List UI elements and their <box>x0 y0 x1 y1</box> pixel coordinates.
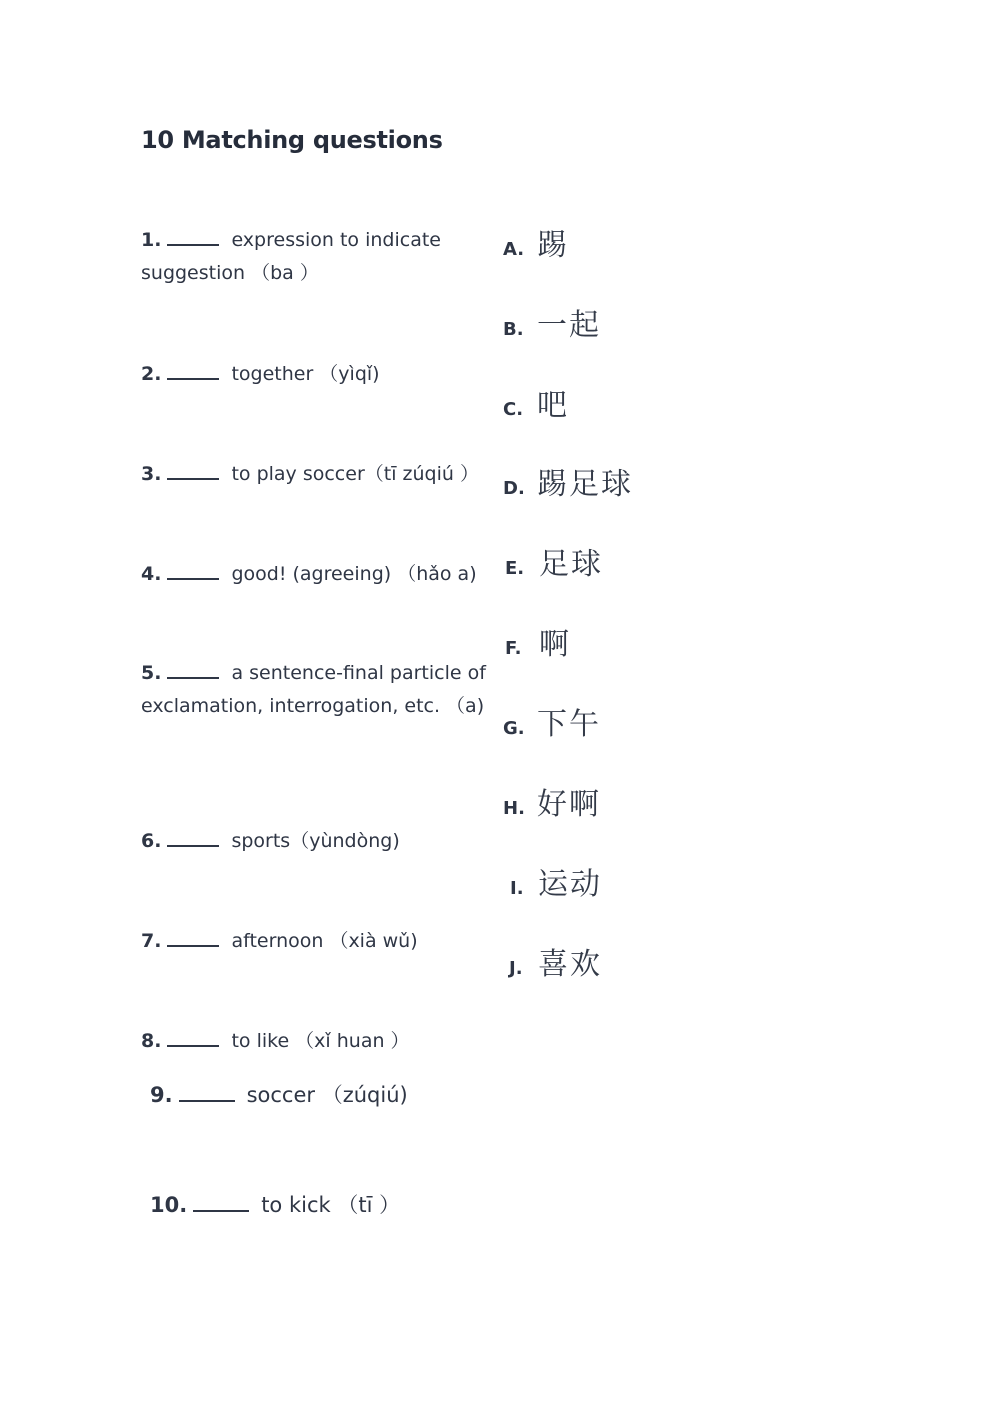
question-number: 10. <box>150 1193 188 1217</box>
option-letter: H. <box>503 798 525 819</box>
answer-blank[interactable] <box>167 230 219 246</box>
option-hanzi: 运动 <box>538 867 602 902</box>
answer-blank[interactable] <box>167 831 219 847</box>
question-text: together （yìqǐ) <box>231 363 380 385</box>
option-e <box>505 539 603 583</box>
answer-blank[interactable] <box>167 1031 219 1047</box>
option-letter: I. <box>510 878 524 899</box>
question-1 <box>141 224 491 290</box>
option-letter: G. <box>503 718 525 739</box>
option-letter: E. <box>505 558 525 579</box>
question-text: sports（yùndòng) <box>231 830 400 852</box>
answer-blank[interactable] <box>167 931 219 947</box>
question-number: 6. <box>141 830 162 852</box>
question-8 <box>141 1025 491 1058</box>
option-d <box>503 459 633 503</box>
question-number: 4. <box>141 563 162 585</box>
option-hanzi: 好啊 <box>537 787 601 822</box>
option-h <box>503 779 601 823</box>
question-text: afternoon （xià wǔ) <box>231 930 418 952</box>
option-a <box>503 220 569 264</box>
answer-blank[interactable] <box>167 663 219 679</box>
question-5 <box>141 657 491 723</box>
option-letter: A. <box>503 239 525 260</box>
option-letter: C. <box>503 399 524 420</box>
question-text: expression to indicate suggestion （ba ） <box>141 229 441 284</box>
question-number: 9. <box>150 1083 173 1107</box>
option-hanzi: 一起 <box>537 308 601 343</box>
question-number: 7. <box>141 930 162 952</box>
question-6 <box>141 825 491 858</box>
question-number: 1. <box>141 229 162 251</box>
option-letter: D. <box>503 478 525 499</box>
option-i <box>510 859 602 903</box>
option-c <box>503 380 569 424</box>
answer-blank[interactable] <box>167 564 219 580</box>
answer-blank[interactable] <box>167 464 219 480</box>
question-text: to like （xǐ huan ） <box>231 1030 410 1052</box>
question-2 <box>141 358 491 391</box>
question-text: good! (agreeing) （hǎo a) <box>231 563 477 585</box>
option-f <box>505 619 571 663</box>
option-hanzi: 啊 <box>539 627 571 662</box>
option-j <box>509 939 602 983</box>
option-hanzi: 下午 <box>537 707 601 742</box>
option-hanzi: 踢 <box>537 228 569 263</box>
answer-blank[interactable] <box>193 1196 249 1212</box>
option-letter: B. <box>503 319 524 340</box>
option-hanzi: 喜欢 <box>538 947 602 982</box>
question-text: a sentence-final particle of exclamation, interrogation, etc. （a) <box>141 662 486 717</box>
page-title: 10 Matching questions <box>141 126 443 154</box>
question-10 <box>150 1189 500 1222</box>
answer-blank[interactable] <box>167 364 219 380</box>
option-letter: J. <box>509 958 523 979</box>
question-number: 3. <box>141 463 162 485</box>
question-number: 5. <box>141 662 162 684</box>
option-g <box>503 699 601 743</box>
option-letter: F. <box>505 638 522 659</box>
question-number: 8. <box>141 1030 162 1052</box>
option-b <box>503 300 601 344</box>
question-text: to play soccer（tī zúqiú ） <box>231 463 479 485</box>
option-hanzi: 吧 <box>537 388 569 423</box>
question-3 <box>141 458 491 491</box>
question-7 <box>141 925 491 958</box>
option-hanzi: 踢足球 <box>537 467 633 502</box>
option-hanzi: 足球 <box>539 547 603 582</box>
question-number: 2. <box>141 363 162 385</box>
question-9 <box>150 1079 500 1112</box>
answer-blank[interactable] <box>179 1086 235 1102</box>
question-4 <box>141 558 491 591</box>
question-text: to kick （tī ） <box>261 1193 401 1217</box>
question-text: soccer （zúqiú) <box>246 1083 408 1107</box>
